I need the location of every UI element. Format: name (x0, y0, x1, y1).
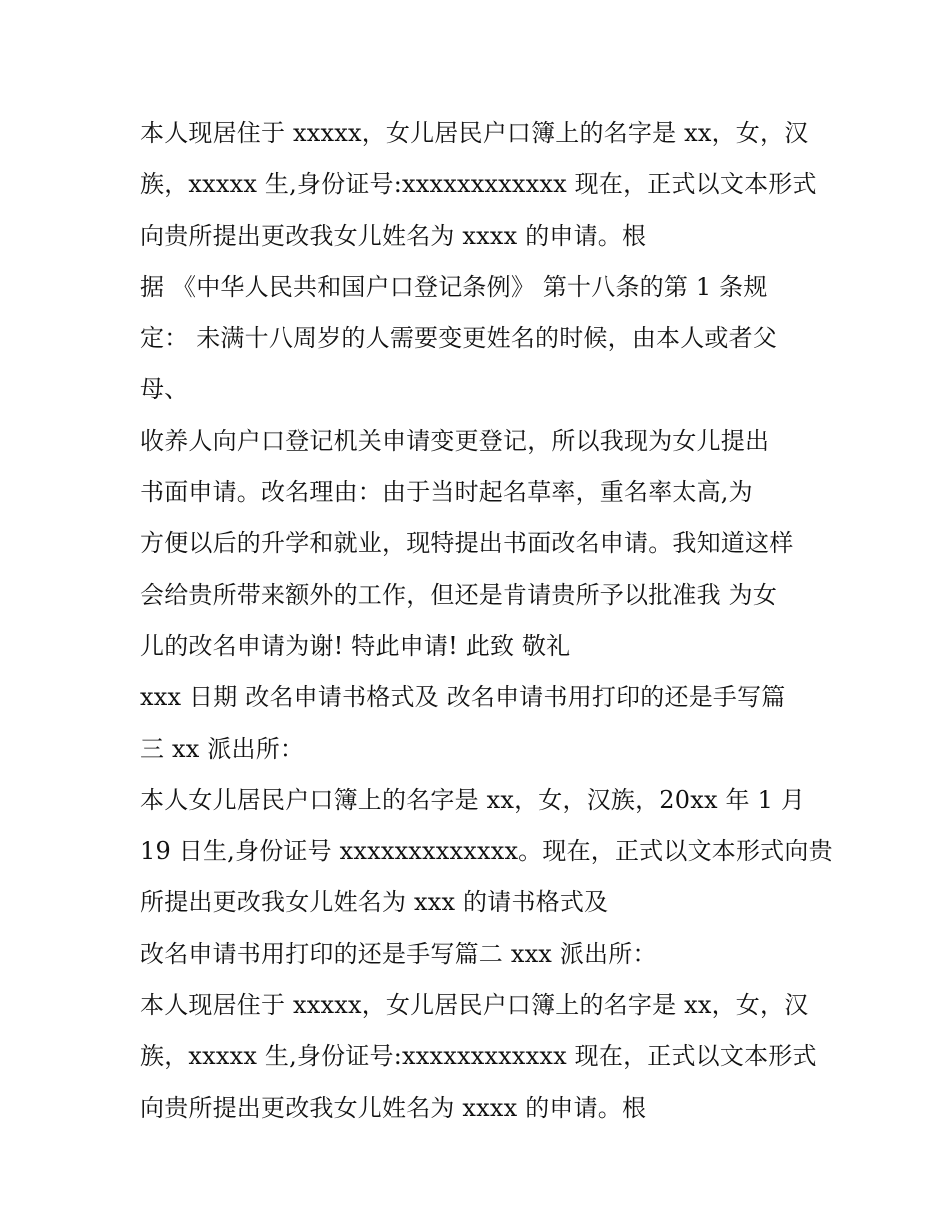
text-line: 所提出更改我女儿姓名为 xxx 的请书格式及 (140, 888, 609, 917)
text-line: 儿的改名申请为谢! 特此申请! 此致 敬礼 (140, 631, 571, 660)
text-line: 三 xx 派出所： (140, 734, 305, 763)
text-line: 改名申请书用打印的还是手写篇二 xxx 派出所： (140, 939, 657, 968)
text-line: 19 日生,身份证号 xxxxxxxxxxxxx。现在，正式以文本形式向贵 (140, 837, 833, 866)
text-line: xxx 日期 改名申请书格式及 改名申请书用打印的还是手写篇 (140, 683, 786, 712)
text-line: 本人现居住于 xxxxx，女儿居民户口簿上的名字是 xx，女，汉 (140, 119, 809, 147)
text-line: 书面申请。改名理由：由于当时起名草率，重名率太高,为 (140, 478, 753, 507)
text-line: 本人现居住于 xxxxx，女儿居民户口簿上的名字是 xx，女，汉 (140, 991, 809, 1020)
text-line: 据 《中华人民共和国户口登记条例》 第十八条的第 1 条规 (140, 272, 768, 301)
text-line: 定： 未满十八周岁的人需要变更姓名的时候，由本人或者父 (140, 324, 778, 353)
document-body (140, 108, 833, 1134)
text-line: 族，xxxxx 生,身份证号:xxxxxxxxxxxx 现在，正式以文本形式 (140, 1042, 817, 1071)
text-line: 会给贵所带来额外的工作，但还是肯请贵所予以批准我 为女 (140, 580, 778, 609)
text-line: 向贵所提出更改我女儿姓名为 xxxx 的申请。根 (140, 221, 647, 250)
text-line: 收养人向户口登记机关申请变更登记，所以我现为女儿提出 (140, 426, 770, 455)
text-line: 族，xxxxx 生,身份证号:xxxxxxxxxxxx 现在，正式以文本形式 (140, 170, 817, 199)
text-line: 本人女儿居民户口簿上的名字是 xx，女，汉族，20xx 年 1 月 (140, 785, 806, 814)
text-line: 向贵所提出更改我女儿姓名为 xxxx 的申请。根 (140, 1093, 647, 1122)
text-line: 方便以后的升学和就业，现特提出书面改名申请。我知道这样 (140, 529, 794, 558)
text-line: 母、 (140, 375, 189, 404)
